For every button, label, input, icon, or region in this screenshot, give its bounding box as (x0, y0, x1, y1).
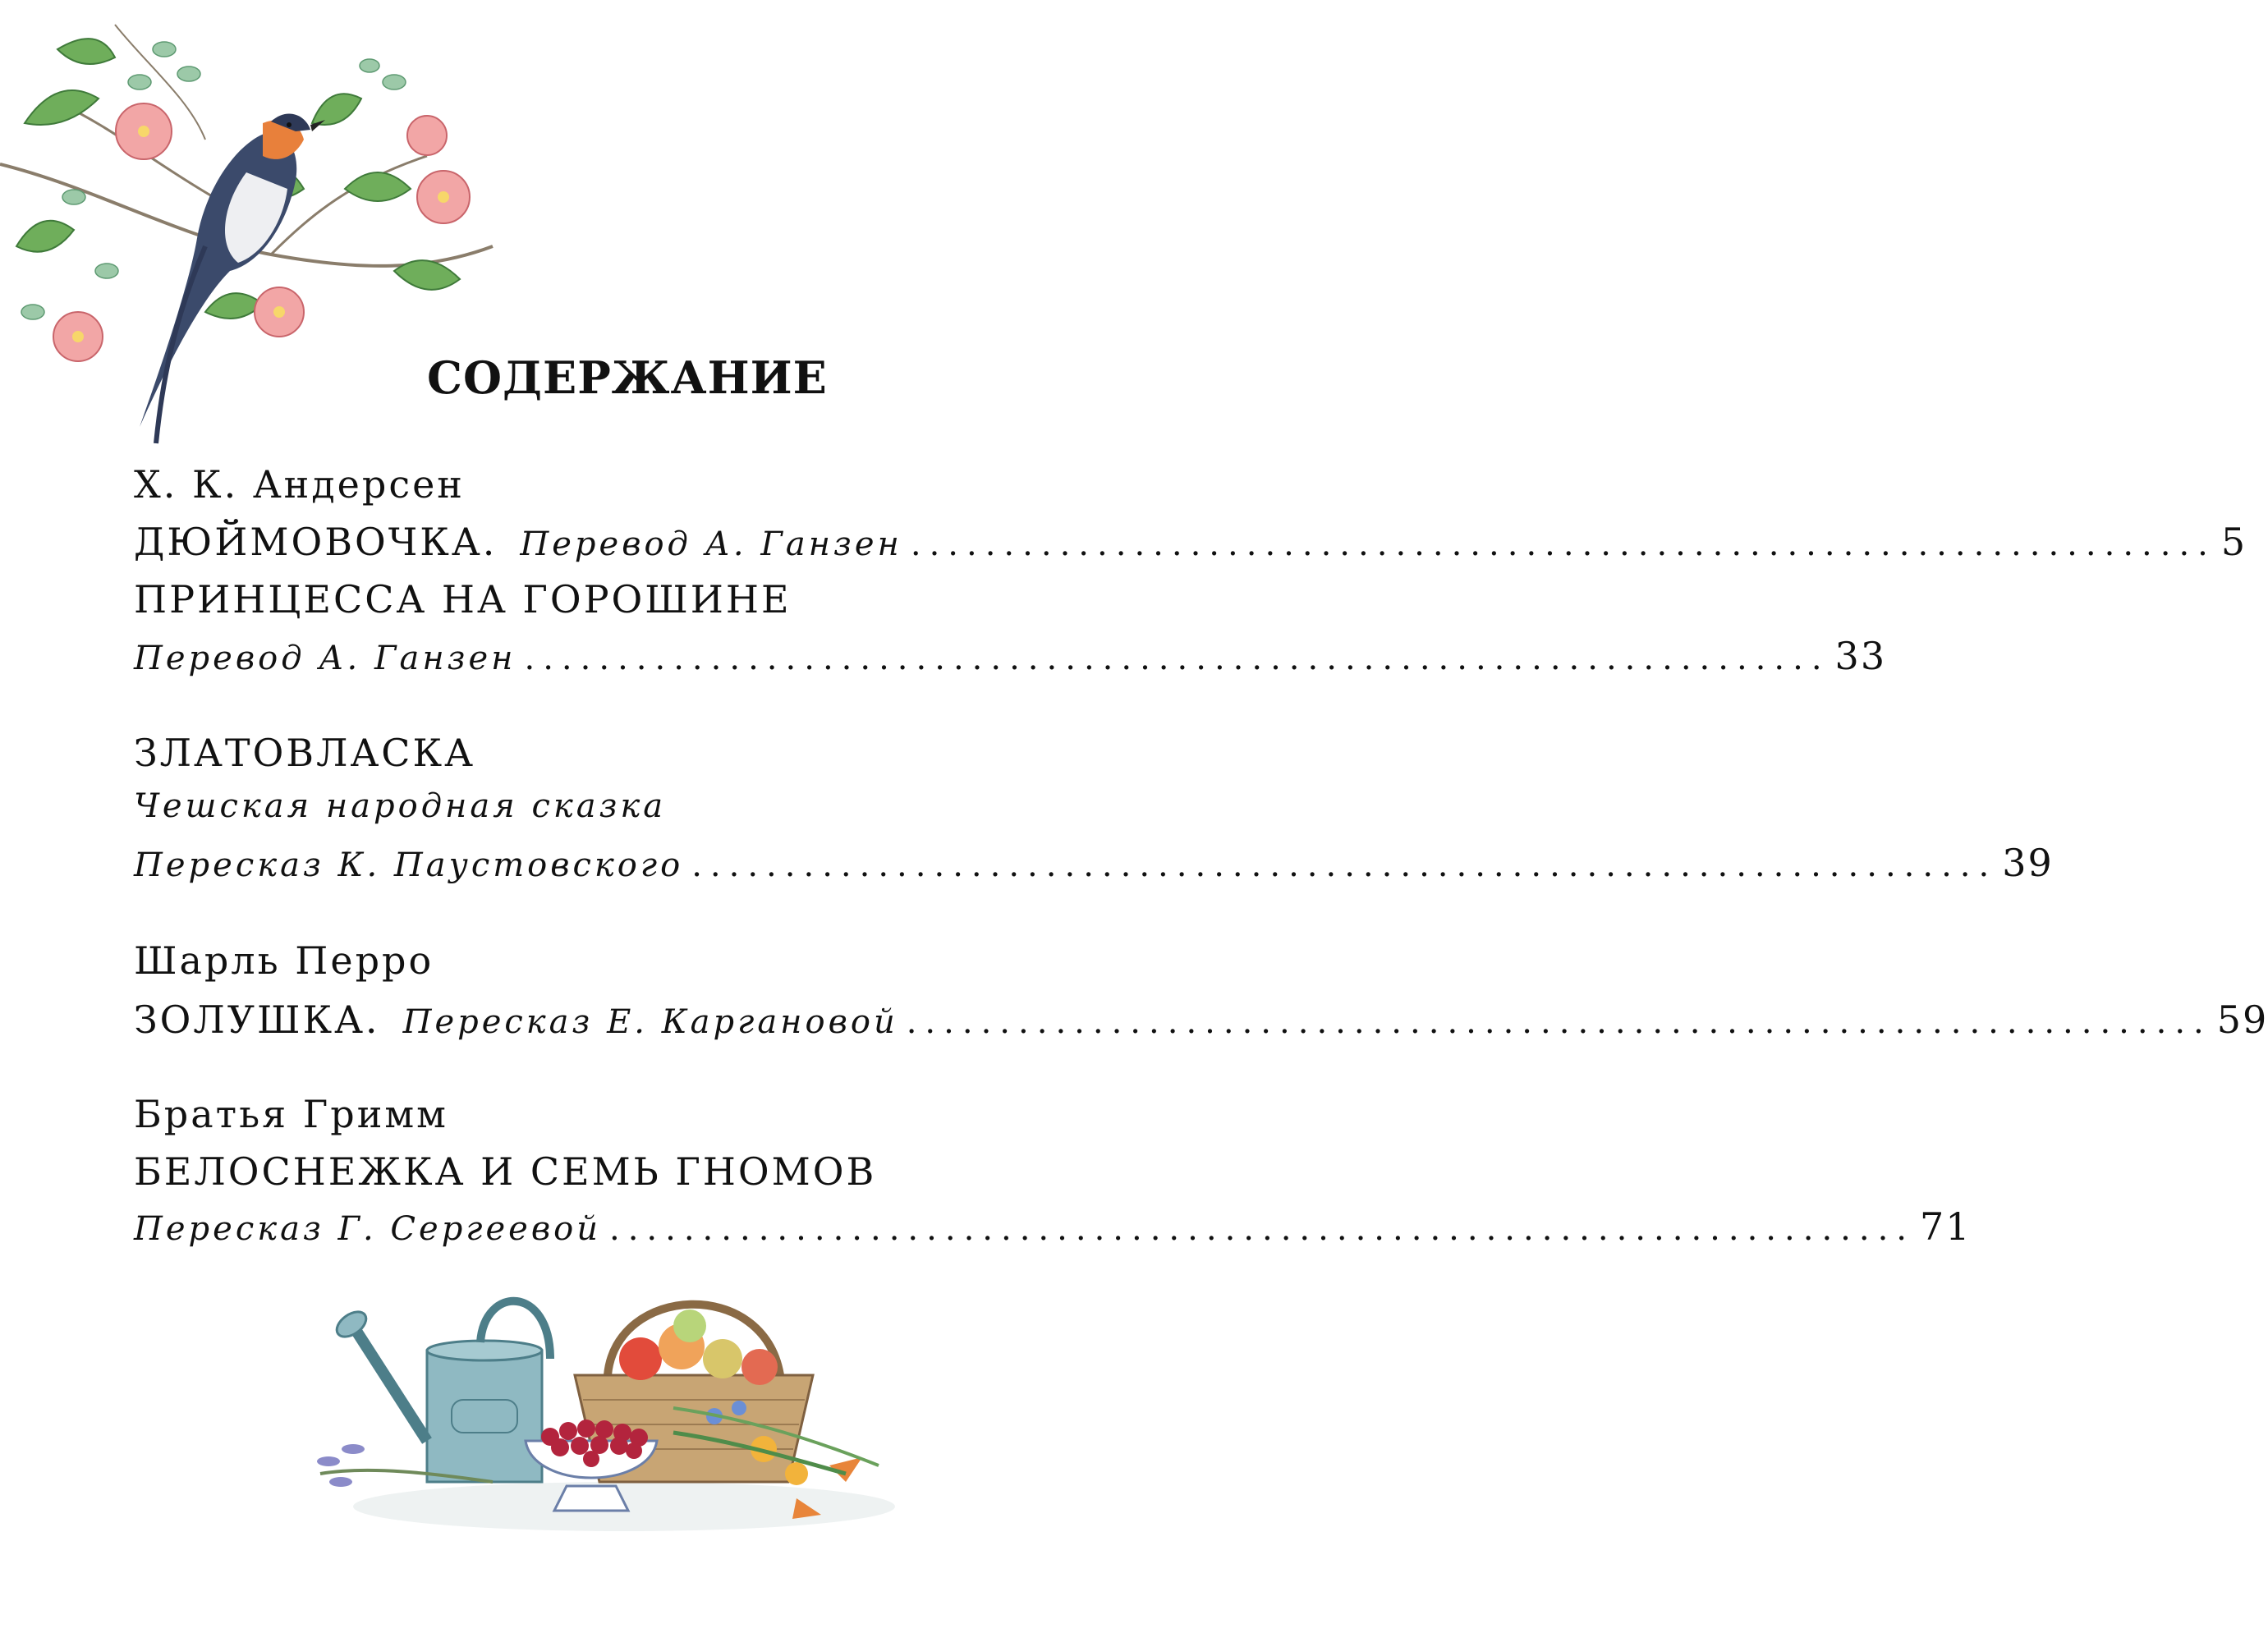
story-title: БЕЛОСНЕЖКА И СЕМЬ ГНОМОВ (134, 1149, 877, 1194)
author-line (134, 938, 1111, 991)
still-life-illustration (304, 1277, 944, 1638)
page-number: 71 (1920, 1204, 1972, 1249)
toc-entry[interactable] (134, 520, 2247, 572)
dot-leader: ...................................................................... (524, 640, 1830, 677)
story-title: ЗОЛУШКА. (134, 998, 380, 1042)
story-title: ЗЛАТОВЛАСКА (134, 731, 475, 775)
dot-leader: ...................................................................... (910, 525, 2216, 563)
toc-entry-title-line[interactable] (134, 577, 1111, 630)
page-number: 5 (2220, 520, 2247, 564)
contents-heading: СОДЕРЖАНИЕ (427, 351, 828, 404)
toc-entry[interactable] (134, 998, 2268, 1050)
translator-note: Перевод А. Ганзен (520, 525, 902, 563)
page-number: 33 (1834, 634, 1887, 678)
translator-note: Пересказ Е. Каргановой (402, 1003, 898, 1041)
page-number: 59 (2216, 998, 2268, 1042)
translator-note: Пересказ Г. Сергеевой (134, 1210, 601, 1248)
story-title: ДЮЙМОВОЧКА. (134, 520, 498, 564)
toc-entry[interactable] (134, 841, 2054, 893)
dot-leader: ...................................................................... (691, 846, 1998, 884)
translator-note: Перевод А. Ганзен (134, 640, 516, 677)
toc-subtitle-line (134, 787, 1111, 840)
translator-note: Пересказ К. Паустовского (134, 846, 684, 884)
dot-leader: ...................................................................... (906, 1003, 2212, 1041)
author-line (134, 462, 1111, 515)
story-origin-note: Чешская народная сказка (134, 787, 667, 825)
author-line (134, 1092, 1111, 1144)
toc-entry-title-line[interactable] (134, 731, 1111, 783)
dot-leader: ...................................................................... (608, 1210, 1916, 1248)
author-name: Шарль Перро (134, 938, 434, 983)
page-number: 39 (2002, 841, 2054, 885)
toc-entry[interactable] (134, 634, 1887, 686)
toc-entry[interactable] (134, 1204, 1972, 1257)
story-title: ПРИНЦЕССА НА ГОРОШИНЕ (134, 577, 792, 621)
toc-entry-title-line[interactable] (134, 1149, 1111, 1202)
author-name: Братья Гримм (134, 1092, 448, 1136)
author-name: Х. К. Андерсен (134, 462, 465, 507)
